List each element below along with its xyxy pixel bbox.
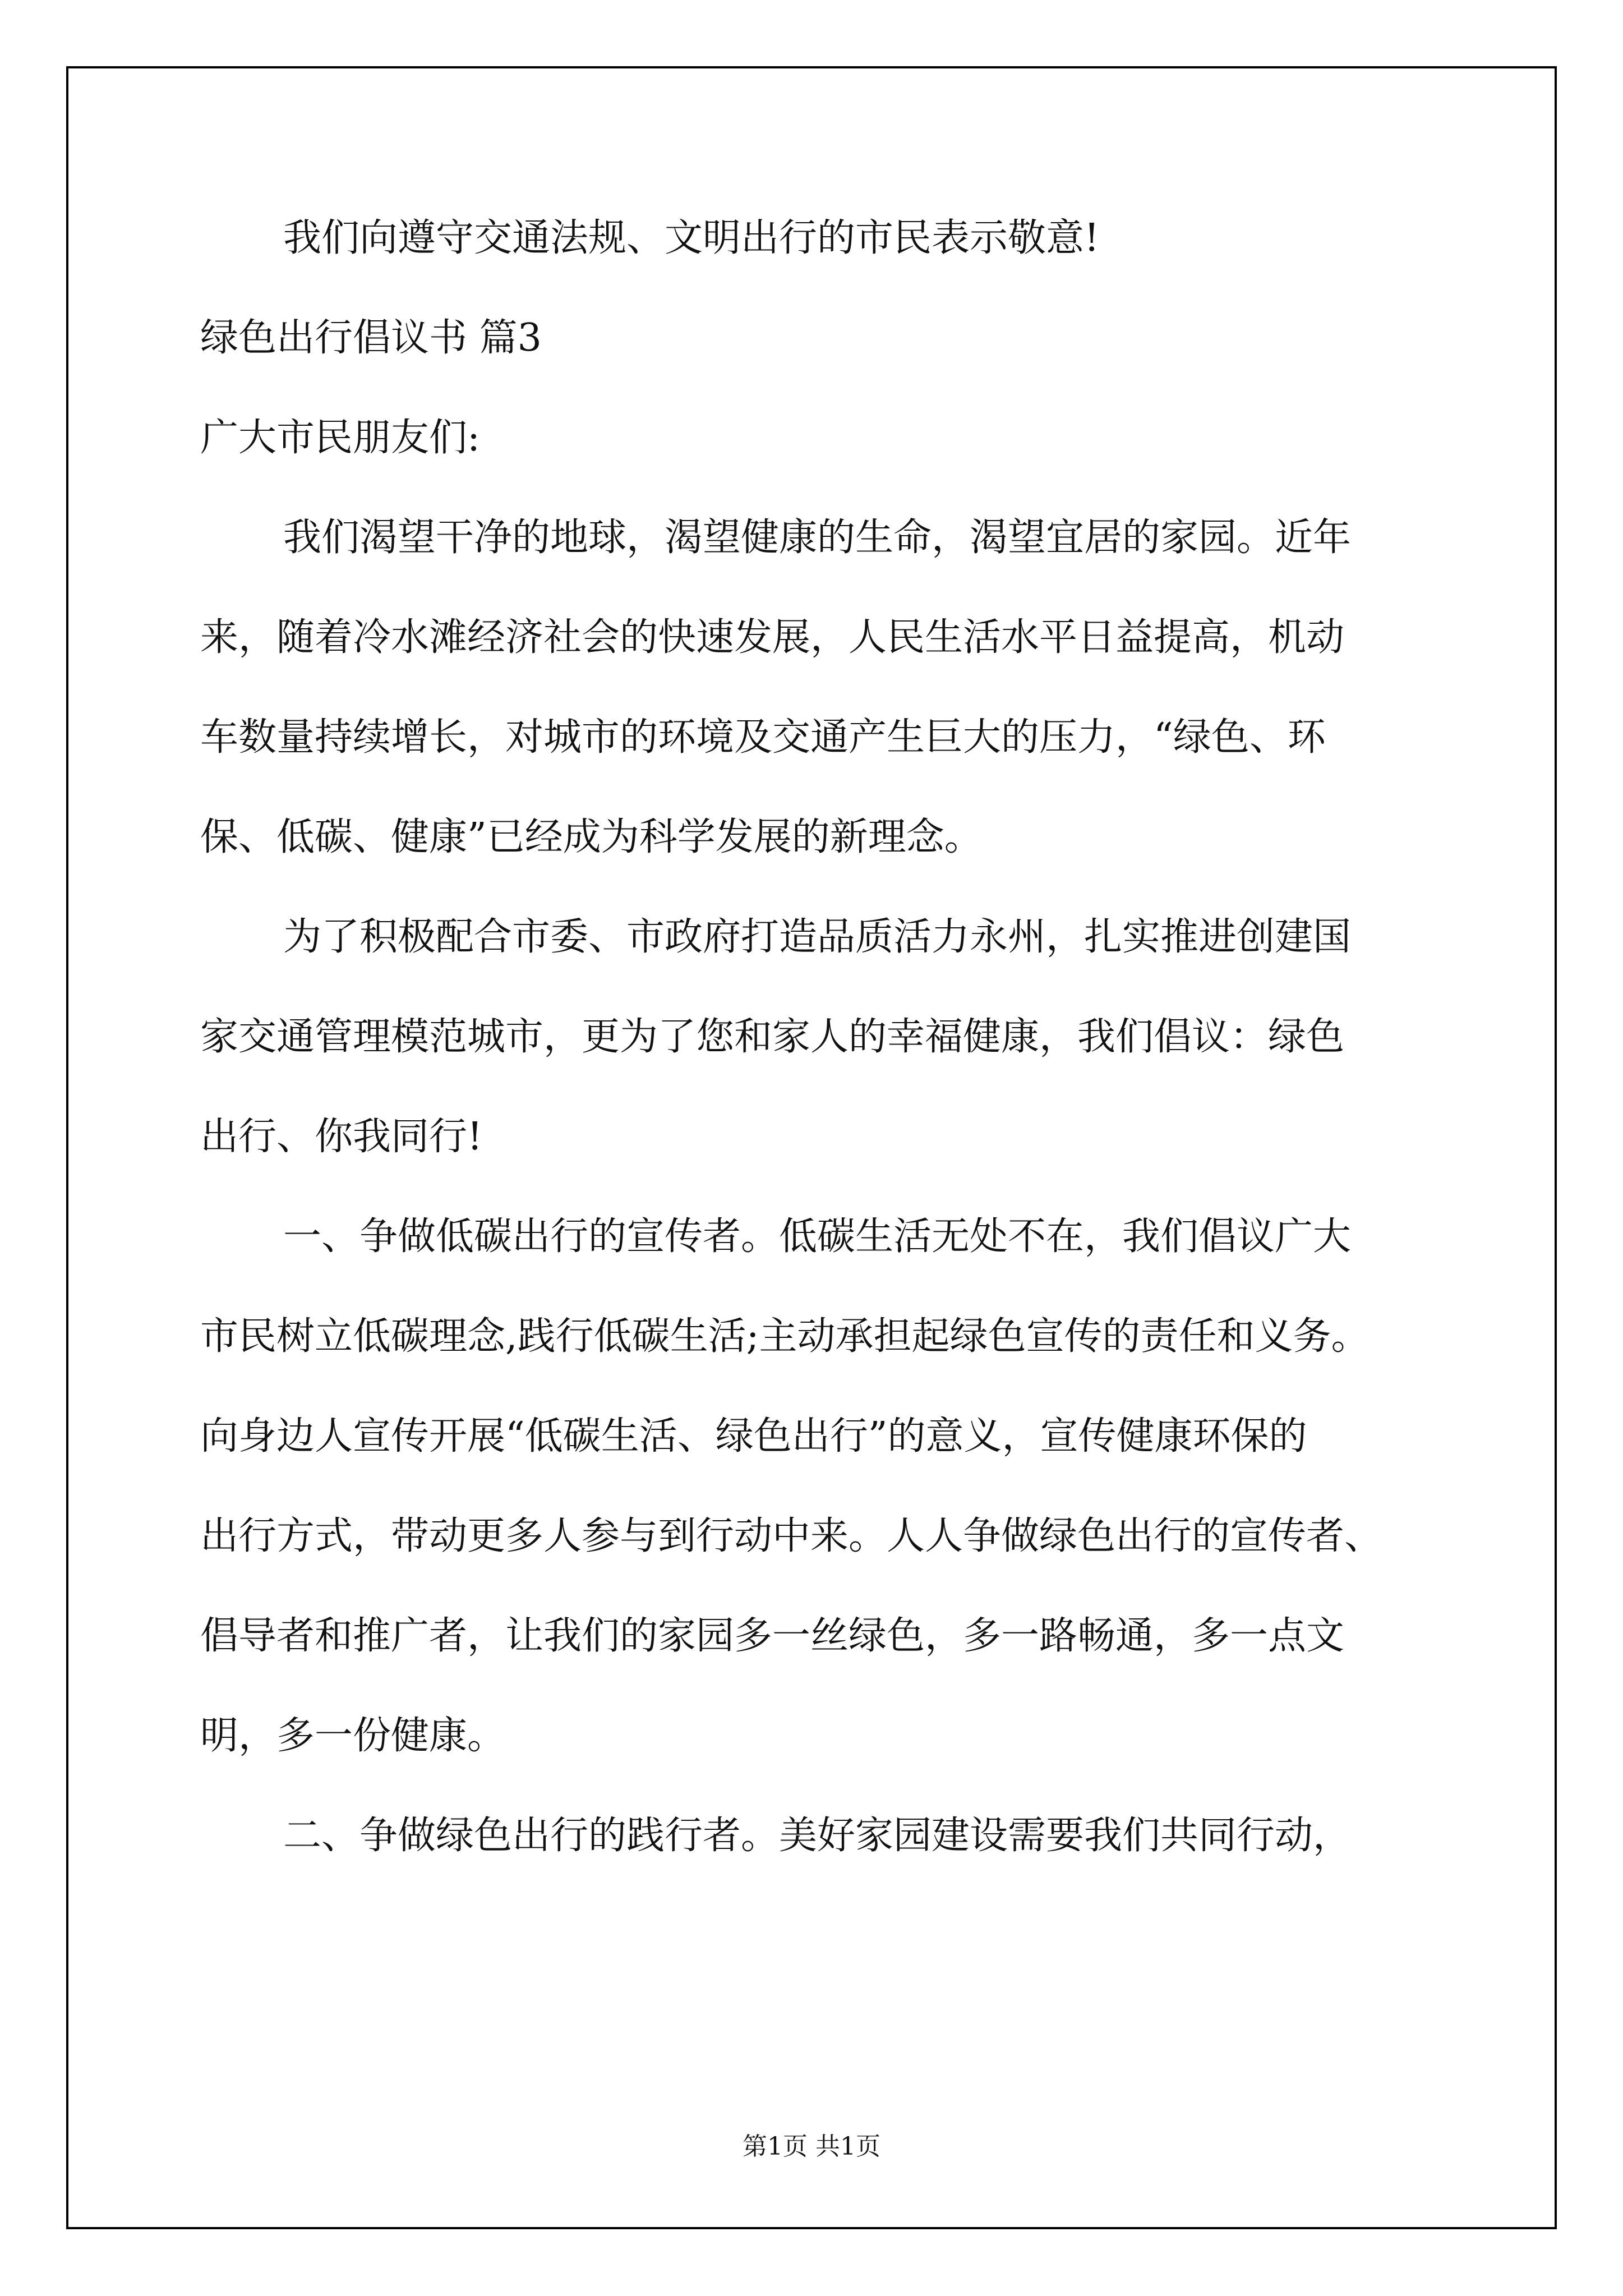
paragraph-line: 我们向遵守交通法规、文明出行的市民表示敬意! bbox=[283, 216, 1100, 260]
salutation: 广大市民朋友们: bbox=[200, 416, 480, 460]
paragraph-line: 二、争做绿色出行的践行者。美好家园建设需要我们共同行动， bbox=[283, 1814, 1352, 1858]
paragraph-line: 向身边人宣传开展“低碳生活、绿色出行”的意义，宣传健康环保的 bbox=[200, 1414, 1307, 1458]
paragraph-line: 出行、你我同行! bbox=[200, 1115, 483, 1159]
paragraph-line: 市民树立低碳理念,践行低碳生活;主动承担起绿色宣传的责任和义务。 bbox=[200, 1314, 1370, 1359]
paragraph-line: 车数量持续增长，对城市的环境及交通产生巨大的压力，“绿色、环 bbox=[200, 715, 1326, 760]
section-heading: 绿色出行倡议书 篇3 bbox=[200, 316, 542, 360]
paragraph-line: 明，多一份健康。 bbox=[200, 1714, 506, 1758]
paragraph-line: 来，随着冷水滩经济社会的快速发展，人民生活水平日益提高，机动 bbox=[200, 615, 1345, 660]
paragraph-line: 一、争做低碳出行的宣传者。低碳生活无处不在，我们倡议广大 bbox=[283, 1214, 1352, 1259]
paragraph-line: 家交通管理模范城市，更为了您和家人的幸福健康，我们倡议：绿色 bbox=[200, 1015, 1345, 1059]
paragraph-line: 保、低碳、健康”已经成为科学发展的新理念。 bbox=[200, 815, 983, 859]
paragraph-line: 为了积极配合市委、市政府打造品质活力永州，扎实推进创建国 bbox=[283, 915, 1352, 959]
paragraph-line: 我们渴望干净的地球，渴望健康的生命，渴望宜居的家园。近年 bbox=[283, 516, 1352, 560]
page-footer: 第1页 共1页 bbox=[743, 2132, 880, 2161]
paragraph-line: 出行方式，带动更多人参与到行动中来。人人争做绿色出行的宣传者、 bbox=[200, 1514, 1383, 1558]
paragraph-line: 倡导者和推广者，让我们的家园多一丝绿色，多一路畅通，多一点文 bbox=[200, 1614, 1345, 1658]
